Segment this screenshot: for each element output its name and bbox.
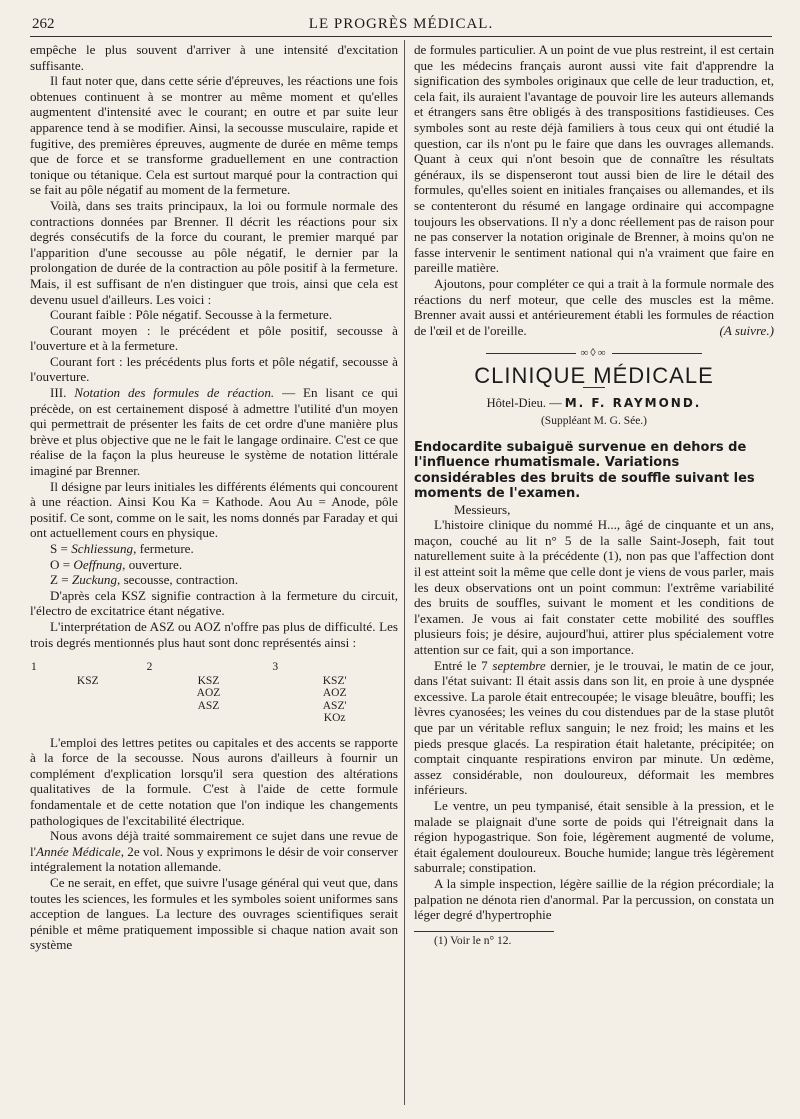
formula-header: 3 [272,661,279,674]
definition-term: Zuckung [71,572,118,588]
formula-header: 1 [31,661,37,674]
salutation: Messieurs, [454,501,511,517]
definition-s [30,541,398,557]
paragraph: Courant moyen : le précédent et pôle positif, secousse à l'ouverture et à la fermeture. [30,322,398,354]
paragraph: de formules particulier. A un point de vue plus restreint, il est certain que les médecins français auront aussi vite fait d'apprendre la signification des symboles originaux que celle de leur traduction, et, cela fait, ils auraient l'avantage de pouvoir lire les auteurs allemands et étrangers sans être obligés à des transpositions fastidieuses. Ces symboles sont au reste déjà familiers à tous ceux qui ont étudié la question, car ils n'ont pu le faire que dans les ouvrages allemands. Quant à ceux qui n'ont besoin que de connaître les résultats généraux, ils se dispenseront tout aussi bien de lire le détail des formules, qu'elles soient en initiales françaises ou allemandes, et ils se contenteront du résumé en langage ordinaire qui accompagne toujours les observations. Il n'y a donc réellement pas de raison pour ne pas conserver la notation originale de Brenner, à moins qu'on ne fasse intervenir le sentiment national qui n'a vraiment que faire en pareille matière. [414,42,774,276]
formula-symbol: KSZ [76,674,99,687]
formula-symbol: ASZ' [322,699,347,712]
paragraph: Courant fort : les précédents plus forts et pôle négatif, secousse à l'ouverture. [30,353,398,385]
definition-symbol: O = [50,556,71,572]
formula-header: 2 [146,661,153,674]
doctor-name: M. F. RAYMOND. [564,396,702,411]
paragraph-text: Ajoutons, pour compléter ce qui a trait à la formule normale des réactions du nerf moteur, que celle des muscles est la même. Brenner avait aussi et antérieurement établi les formules de réaction de l'œil et de l'oreille. [414,275,774,338]
formula-symbol: KSZ' [322,674,347,687]
hospital-line [414,396,774,412]
hospital-name: Hôtel-Dieu. — [486,396,562,411]
formula-symbol: AOZ [322,687,347,700]
paragraph: Voilà, dans ses traits principaux, la loi ou formule normale des contractions données par Brenner. Il décrit les réactions pour six degrés consécutifs de la force du courant, le premier marqué par l'apparition d'une secousse au pôle négatif, le dernier par la prolongation de durée de la contraction au pôle positif à la fermeture. Mais, il est suffisant de n'en distinguer que trois, ainsi que cela est devenu usuel d'ailleurs. Les voici : [30,197,398,307]
formula-cell-3 [271,675,398,725]
paragraph [30,828,398,875]
paragraph-text: , 2e vol. Nous y exprimons le désir de voir conserver intégralement la notation allemande. [30,843,398,875]
right-column [414,42,774,949]
definition-meaning: , fermeture. [133,541,194,556]
left-column [30,42,398,953]
month: septembre [492,657,546,673]
footnote: (1) Voir le n° 12. [434,934,512,947]
suppleant-line: (Suppléant M. G. Sée.) [540,415,648,428]
paragraph: Il désigne par leurs initiales les différents éléments qui concourent à une réaction. Ainsi Kou Ka = Kathode. Aou Au = Anode, pôle positif. Ce sont, comme on le sait, les noms donnés par Faraday et qui ont actuellement cours en physique. [30,478,398,541]
paragraph: L'histoire clinique du nommé H..., âgé de cinquante et un ans, maçon, couché au lit n° 5 de la salle Saint-Joseph, fait tout naturellement suite à la précédente (1), non pas que l'affection dont il est atteint soit la même que celle dont je viens de vous parler, mais les deux observations ont un point commun: l'extrême variabilité des bruits de souffles, suivant le moment et les conditions de l'examen. Je vous ai fait constater cette mobilité des souffles plusieurs fois; je désire, aujourd'hui, attirer plus spécialement votre attention sur ce fait, qui a son importance. [414,517,774,657]
paragraph-text: dernier, je le trouvai, le matin de ce jour, dans l'état suivant: Il était assis dans son lit, en proie à une dyspnée excessive. La parole était entrecoupée; le visage bleuâtre, bouffi; les lèvres cyanosées; les veines du cou distendues par de la stase plutôt que par un véritable reflux sanguin; le nez froid; les mains et les pieds presque glacés. La respiration était haletante, précipitée; on comptait cinquante respirations environ par minute. Un œdème, assez considérable, non douloureux, déformait les membres inférieurs. [414,657,774,798]
section-number: III. [50,385,67,401]
definition-meaning: , ouverture. [122,556,183,572]
paragraph: L'interprétation de ASZ ou AOZ n'offre pas plus de difficulté. Les trois degrés mentionnés plus haut sont donc représentés ainsi : [30,618,398,650]
definition-term: Schliessung [71,541,134,556]
ornament-glyph: ∞◊∞ [580,347,608,360]
paragraph: Courant faible : Pôle négatif. Secousse à la fermeture. [50,307,333,323]
column-divider [404,40,405,1105]
section-heading: Notation des formules de réaction. [74,385,275,401]
paragraph: D'après cela KSZ signifie contraction à la fermeture du circuit, l'électro de excitatrice étant négative. [30,587,398,619]
paragraph: A la simple inspection, légère saillie de la région précordiale; la palpation ne dénota rien d'anormal. Par la percussion, on constata un léger degré d'hypertrophie [414,875,774,923]
footnote-rule [414,931,554,932]
definition-term: Oeffnung [73,556,123,572]
formula-symbol: KSZ [197,674,220,687]
formula-cell-2 [146,675,272,725]
paragraph-text: — En lisant ce qui précède, on est certainement disposé à admettre l'utilité d'un moyen qui permettrait de présenter les faits de cet ordre d'une manière plus brève et plus objective que ne le fait le langage ordinaire. C'est ce que réalise de la façon la plus heureuse le système de notation littérale imaginé par Brenner. [30,385,398,479]
definition-o [30,557,398,573]
page-header [30,14,772,37]
formula-symbol: ASZ [197,699,220,712]
paragraph: Il faut noter que, dans cette série d'épreuves, les réactions une fois obtenues continuent à se montrer au même moment et qu'elles augmentent d'intensité avec le courant; en outre et par suite leur apparence tend à se modifier. Ainsi, la secousse musculaire, rapide et fugitive, des premières épreuves, augmente de durée en même temps que de force et se transforme graduellement en une contraction tonique ou tétanique. Cela est surtout marqué pour la contraction qui se fait au pôle négatif au moment de la fermeture. [30,73,398,198]
journal-title: LE PROGRÈS MÉDICAL. [308,16,494,32]
paragraph [414,276,774,338]
definition-symbol: S = [50,541,68,556]
formula-cell-1 [30,675,146,725]
section-ornament [414,346,774,362]
definition-symbol: Z = [50,572,69,588]
paragraph: Ce ne serait, en effet, que suivre l'usage général qui veut que, dans toutes les sciences, les formules et les symboles soient uniformes sans acception de langues. La lecture des ouvrages scientifiques serait pénible et même pratiquement impossible si chaque nation avait son système [30,875,398,953]
section-heading-paragraph [30,385,398,479]
definition-z [30,572,398,588]
formula-body-row [30,675,398,725]
paragraph-text: Entré le 7 [434,657,488,673]
publication-title: Année Médicale [36,843,121,859]
formula-table [30,660,398,725]
section-title: CLINIQUE MÉDICALE [474,362,714,388]
ornament-line [486,353,576,354]
ornament-line [612,353,702,354]
page-number: 262 [32,16,55,32]
formula-symbol: AOZ [196,687,221,700]
paragraph: empêche le plus souvent d'arriver à une intensité d'excitation suffisante. [30,42,398,73]
paragraph: Le ventre, un peu tympanisé, était sensible à la pression, et le malade se plaignait d'une sorte de poids qui l'étreignait dans la région hypogastrique. Son foie, légèrement augmenté de volume, était également douloureux. Bouche humide; langue très légèrement saburrale; constipation. [414,797,774,876]
formula-header-row [30,660,398,675]
to-be-continued: (A suivre.) [719,322,774,338]
paragraph [414,658,774,798]
formula-symbol: KOz [323,712,346,725]
paragraph-text: Nous avons déjà traité sommairement ce sujet dans une revue de l' [30,828,398,859]
case-title: Endocardite subaiguë survenue en dehors de l'influence rhumatismale. Variations considérables des bruits de souffle suivant les moments de l'examen. [414,439,755,502]
paragraph: L'emploi des lettres petites ou capitales et des accents se rapporte à la force de la secousse. Nous aurons d'ailleurs à fournir un complément d'explication lorsqu'il sera question des altérations qualitatives de la formule. C'est à l'aide de cette formule fondamentale et de cette notation que l'on indique les changements pathologiques de l'excitabilité électrique. [30,734,398,828]
definition-meaning: , secousse, contraction. [117,572,239,588]
